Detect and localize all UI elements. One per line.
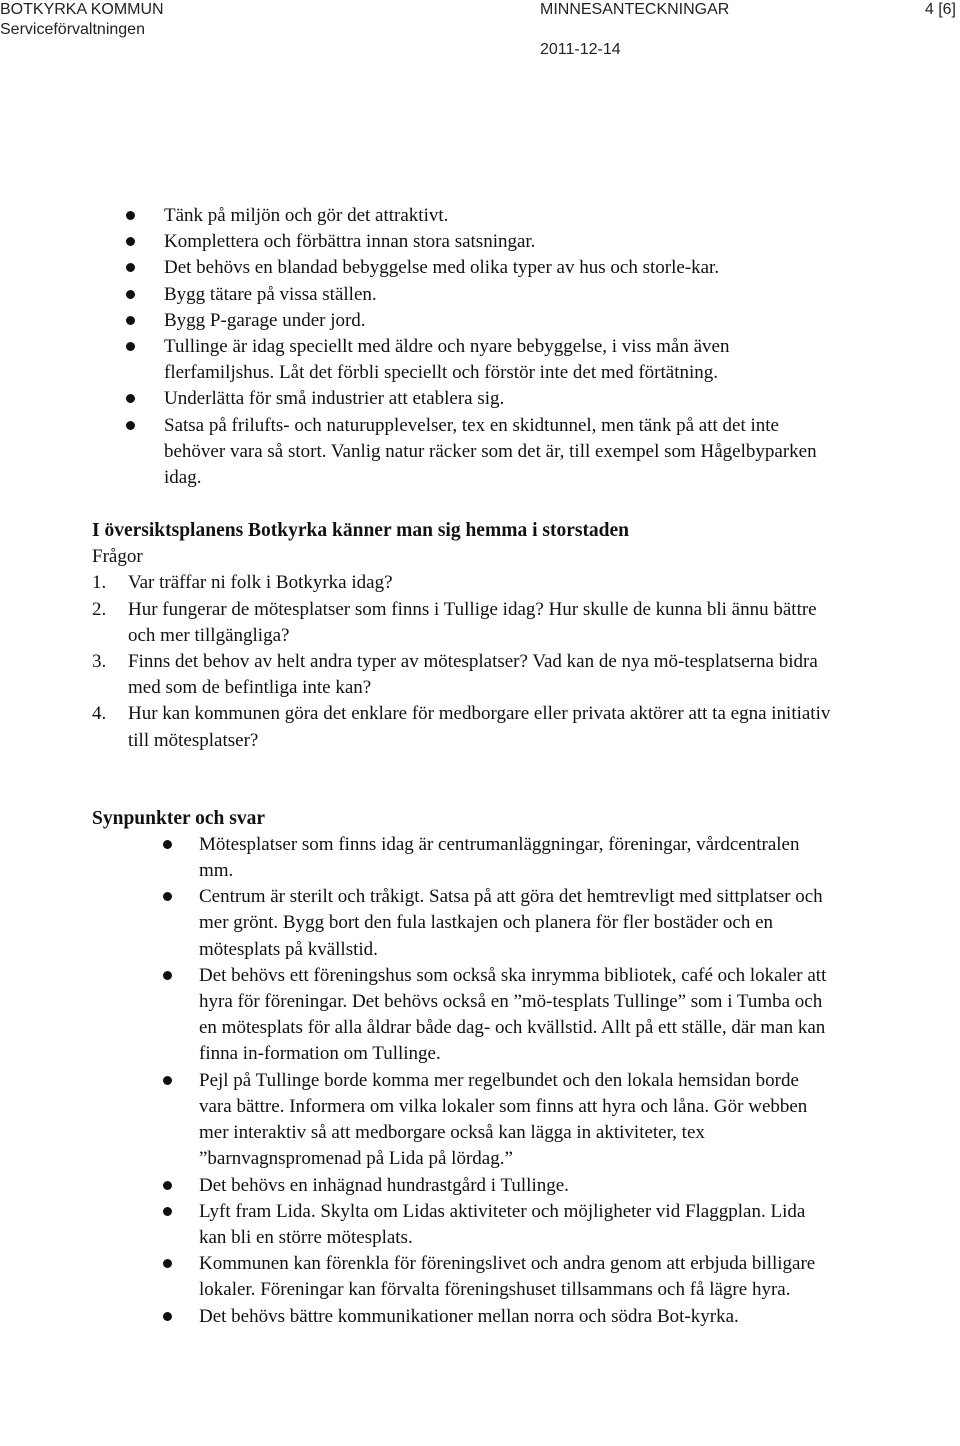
list-item: Det behövs bättre kommunikationer mellan norra och södra Bot-kyrka. bbox=[199, 1304, 835, 1330]
synpunkter-heading: Synpunkter och svar bbox=[92, 807, 266, 829]
page-header bbox=[0, 0, 960, 70]
question-item bbox=[92, 701, 840, 753]
section-heading: I översiktsplanens Botkyrka känner man sig hemma i storstaden bbox=[92, 520, 630, 542]
question-item bbox=[92, 570, 840, 596]
intro-bullet-list bbox=[0, 203, 960, 491]
list-item: Bygg tätare på vissa ställen. bbox=[164, 282, 840, 308]
organization-name: BOTKYRKA KOMMUN bbox=[0, 1, 164, 18]
question-number: 2. bbox=[92, 598, 107, 620]
list-item: Det behövs ett föreningshus som också ska inrymma bibliotek, café och lokaler att hyra för föreningar. Det behövs också en ”mö-tesplats Tullinge” som i Tumba och en mötesplats för alla åldrar både dag- och kvällstid. Allt på ett ställe, där man kan finna in-formation om Tullinge. bbox=[199, 963, 835, 1068]
question-text: Finns det behov av helt andra typer av mötesplatser? Vad kan de nya mö-tesplatserna bidra med som de befintliga inte kan? bbox=[128, 651, 818, 699]
list-item: Det behövs en inhägnad hundrastgård i Tullinge. bbox=[199, 1173, 835, 1199]
synpunkter-bullet-list bbox=[0, 832, 960, 1330]
questions-list bbox=[0, 570, 960, 753]
list-item: Det behövs en blandad bebyggelse med olika typer av hus och storle-kar. bbox=[164, 255, 840, 281]
questions-heading: Frågor bbox=[92, 546, 143, 568]
list-item: Mötesplatser som finns idag är centrumanläggningar, föreningar, vårdcentralen mm. bbox=[199, 832, 835, 884]
list-item: Underlätta för små industrier att etablera sig. bbox=[164, 386, 840, 412]
list-item: Satsa på frilufts- och naturupplevelser, tex en skidtunnel, men tänk på att det inte behöver vara så stort. Vanlig natur räcker som det är, till exempel som Hågelbyparken idag. bbox=[164, 413, 840, 492]
question-item bbox=[92, 649, 840, 701]
question-text: Var träffar ni folk i Botkyrka idag? bbox=[128, 572, 393, 594]
question-number: 1. bbox=[92, 572, 107, 594]
document-date: 2011-12-14 bbox=[540, 41, 621, 58]
document-body bbox=[0, 203, 960, 1330]
question-text: Hur kan kommunen göra det enklare för medborgare eller privata aktörer att ta egna initiativ till mötesplatser? bbox=[128, 703, 831, 751]
list-item: Tänk på miljön och gör det attraktivt. bbox=[164, 203, 840, 229]
department-name: Serviceförvaltningen bbox=[0, 21, 145, 38]
list-item: Bygg P-garage under jord. bbox=[164, 308, 840, 334]
list-item: Centrum är sterilt och tråkigt. Satsa på att göra det hemtrevligt med sittplatser och mer grönt. Bygg bort den fula lastkajen och planera för fler bostäder och en mötesplats på kvällstid. bbox=[199, 884, 835, 963]
list-item: Pejl på Tullinge borde komma mer regelbundet och den lokala hemsidan borde vara bättre. Informera om vilka lokaler som finns att hyra och låna. Gör webben mer interaktiv så att medborgare också kan lägga in aktiviteter, tex ”barnvagnspromenad på Lida på lördag.” bbox=[199, 1068, 835, 1173]
list-item: Lyft fram Lida. Skylta om Lidas aktiviteter och möjligheter vid Flaggplan. Lida kan bli en större mötesplats. bbox=[199, 1199, 835, 1251]
question-text: Hur fungerar de mötesplatser som finns i Tullige idag? Hur skulle de kunna bli ännu bättre och mer tillgängliga? bbox=[128, 598, 817, 646]
list-item: Tullinge är idag speciellt med äldre och nyare bebyggelse, i viss mån även flerfamiljshus. Låt det förbli speciellt och förstör inte det med förtätning. bbox=[164, 334, 840, 386]
question-number: 4. bbox=[92, 703, 107, 725]
page-number: 4 [6] bbox=[924, 1, 956, 18]
question-number: 3. bbox=[92, 651, 107, 673]
list-item: Komplettera och förbättra innan stora satsningar. bbox=[164, 229, 840, 255]
question-item bbox=[92, 597, 840, 649]
list-item: Kommunen kan förenkla för föreningslivet och andra genom att erbjuda billigare lokaler. Föreningar kan förvalta föreningshuset tillsammans och få lägre hyra. bbox=[199, 1251, 835, 1303]
document-type: MINNESANTECKNINGAR bbox=[540, 1, 730, 18]
